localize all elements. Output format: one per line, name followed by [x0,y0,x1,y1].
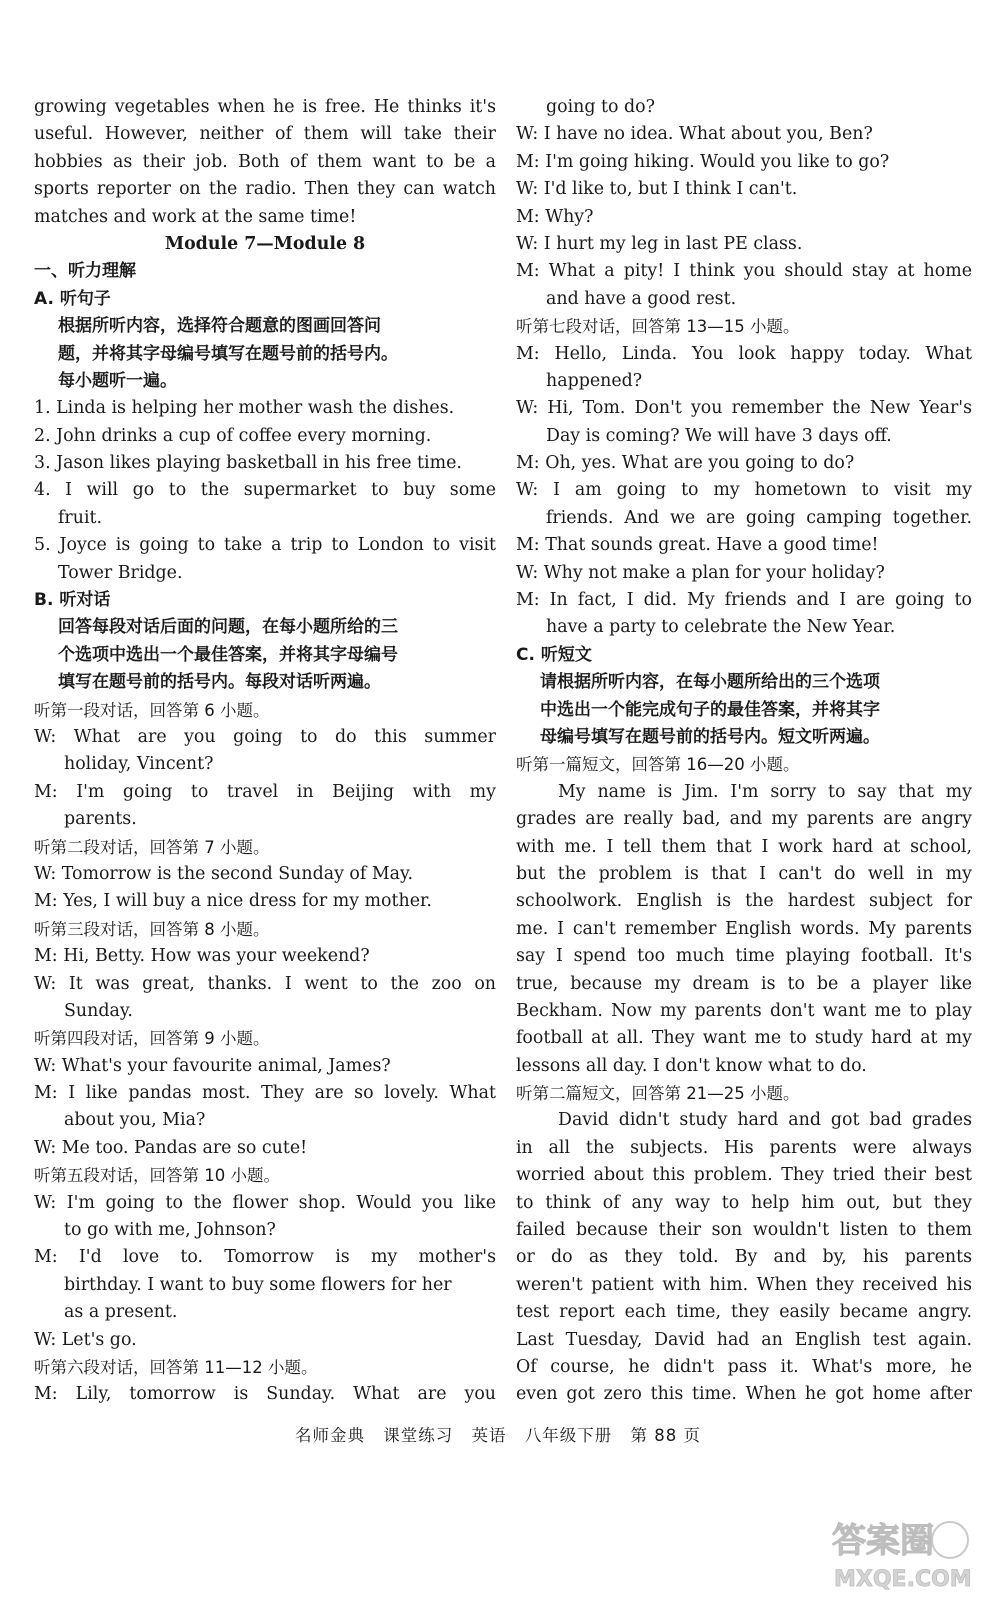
watermark-logo [826,1510,976,1592]
instruction-line: 个选项中选出一个最佳答案，并将其字母编号 [58,644,398,665]
instruction-line: 题，并将其字母编号填写在题号前的括号内。 [58,343,398,364]
passage-line: test report each time, they easily became angry. [516,1302,972,1323]
passage-line: or do as they told. By and by, his parents [516,1247,972,1268]
dialogue-line: M: In fact, I did. My friends and I are going to [516,590,972,611]
dialogue-line-cont: and have a good rest. [546,288,737,309]
passage-heading: 听第二篇短文，回答第 21—25 小题。 [516,1084,800,1104]
dialogue-line: M: I'd love to. Tomorrow is my mother's [34,1247,496,1268]
passage-line: grades are really bad, and my parents are angry [516,809,972,830]
passage-line: but the problem is that I can't do well in my [516,863,972,884]
subsection-heading: B. 听对话 [34,590,111,611]
footer-subject: 英语 [471,1426,507,1445]
dialogue-heading: 听第三段对话，回答第 8 小题。 [34,919,270,939]
subsection-heading: C. 听短文 [516,644,592,665]
passage-line: to think of any way to help him out, but they [516,1192,972,1213]
dialogue-line: M: Lily, tomorrow is Sunday. What are you [34,1384,496,1405]
passage-heading: 听第一篇短文，回答第 16—20 小题。 [516,755,800,775]
dialogue-line: M: Yes, I will buy a nice dress for my mother. [34,891,432,912]
passage-line: say I spend too much time playing football. It's [516,946,972,967]
dialogue-line: W: I am going to my hometown to visit my [516,480,972,501]
passage-line: with me. I tell them that I work hard at school, [516,836,972,857]
dialogue-line: M: Hi, Betty. How was your weekend? [34,946,370,967]
page-footer [0,1422,996,1446]
right-column [516,94,972,1409]
text-line: growing vegetables when he is free. He thinks it's [34,97,496,117]
instruction-line: 母编号填写在题号前的括号内。短文听两遍。 [540,726,880,747]
dialogue-line-cont: friends. And we are going camping together. [546,507,972,528]
dialogue-line-cont: about you, Mia? [64,1110,206,1131]
passage-line: lessons all day. I don't know what to do. [516,1055,867,1076]
dialogue-heading: 听第二段对话，回答第 7 小题。 [34,837,270,857]
footer-page-number: 第 88 页 [630,1426,701,1445]
instruction-line: 填写在题号前的括号内。每段对话听两遍。 [58,672,381,693]
passage-line: schoolwork. English is the hardest subject for [516,891,972,912]
text-line: useful. However, neither of them will take their [34,124,496,145]
dialogue-line: M: What a pity! I think you should stay at home [516,261,972,282]
dialogue-line: M: Hello, Linda. You look happy today. What [516,343,972,364]
watermark-title: 答案圈 [832,1521,934,1561]
dialogue-line: M: Oh, yes. What are you going to do? [516,453,855,474]
dialogue-line: M: Why? [516,206,594,227]
dialogue-line-cont: going to do? [546,97,655,117]
footer-grade: 八年级下册 [524,1426,613,1445]
listening-item: 1. Linda is helping her mother wash the dishes. [34,398,455,419]
listening-item-cont: Tower Bridge. [58,562,183,583]
instruction-line: 根据所听内容，选择符合题意的图画回答问 [58,316,381,337]
passage-line: weren't patient with him. When they received his [516,1274,972,1295]
subsection-heading: A. 听句子 [34,288,111,309]
instruction-line: 请根据所听内容，在每小题所给出的三个选项 [540,672,880,693]
footer-type: 课堂练习 [383,1426,454,1445]
dialogue-line-cont: Sunday. [64,1000,133,1021]
passage-line: Last Tuesday, David had an English test again. [516,1329,972,1350]
dialogue-line-cont: happened? [546,370,643,391]
dialogue-line: M: I like pandas most. They are so lovely. What [34,1083,496,1104]
dialogue-line: W: Let's go. [34,1329,137,1350]
passage-line: My name is Jim. I'm sorry to say that my [558,781,972,802]
watermark-url: MXQE.COM [834,1567,972,1592]
passage-line: David didn't study hard and got bad grades [558,1110,972,1131]
dialogue-line: W: Why not make a plan for your holiday? [516,562,885,583]
dialogue-heading: 听第五段对话，回答第 10 小题。 [34,1166,280,1186]
left-column [34,94,496,1409]
listening-item: 4. I will go to the supermarket to buy some [34,480,496,501]
dialogue-line: M: I'm going hiking. Would you like to go? [516,151,890,172]
dialogue-line: W: Hi, Tom. Don't you remember the New Year's [516,398,972,419]
listening-item: 2. John drinks a cup of coffee every morning. [34,425,432,446]
section-heading: 一、听力理解 [34,261,136,282]
passage-line: me. I can't remember English words. My parents [516,918,972,939]
dialogue-line: M: I'm going to travel in Beijing with my [34,781,496,802]
dialogue-line: W: I'd like to, but I think I can't. [516,179,798,200]
passage-line: in all the subjects. His parents were always [516,1137,972,1158]
dialogue-heading: 听第四段对话，回答第 9 小题。 [34,1029,270,1049]
dialogue-line: W: Me too. Pandas are so cute! [34,1137,308,1158]
dialogue-line: W: I have no idea. What about you, Ben? [516,124,873,145]
dialogue-line: W: I hurt my leg in last PE class. [516,233,803,254]
dialogue-heading: 听第一段对话，回答第 6 小题。 [34,700,270,720]
passage-line: football at all. They want me to study hard at my [516,1028,972,1049]
dialogue-line-cont: as a present. [64,1302,178,1323]
watermark-circle [932,1522,968,1558]
text-line: hobbies as their job. Both of them want to be a [34,151,496,172]
passage-line: Beckham. Now my parents don't want me to play [516,1000,972,1021]
instruction-line: 中选出一个能完成句子的最佳答案，并将其字 [540,699,880,720]
dialogue-line-cont: holiday, Vincent? [64,754,214,775]
listening-item: 3. Jason likes playing basketball in his free time. [34,453,462,474]
dialogue-line-cont: to go with me, Johnson? [64,1220,276,1241]
dialogue-line-cont: Day is coming? We will have 3 days off. [546,425,892,446]
passage-line: Of course, he didn't pass it. What's more, he [516,1356,972,1377]
passage-line: true, because my dream is to be a player like [516,973,972,994]
dialogue-line: W: Tomorrow is the second Sunday of May. [34,863,414,884]
instruction-line: 每小题听一遍。 [58,370,177,391]
dialogue-line-cont: birthday. I want to buy some flowers for her [64,1274,452,1295]
instruction-line: 回答每段对话后面的问题，在每小题所给的三 [58,617,398,638]
text-line: sports reporter on the radio. Then they can watch [34,179,496,200]
dialogue-line-cont: parents. [64,809,137,830]
passage-line: even got zero this time. When he got home after [516,1384,972,1405]
dialogue-line: M: That sounds great. Have a good time! [516,535,879,556]
dialogue-line: W: What are you going to do this summer [34,726,496,747]
dialogue-line: W: I'm going to the flower shop. Would you like [34,1192,496,1213]
dialogue-heading: 听第七段对话，回答第 13—15 小题。 [516,317,800,337]
listening-item: 5. Joyce is going to take a trip to London to visit [34,535,496,556]
footer-series: 名师金典 [295,1426,365,1445]
listening-item-cont: fruit. [58,507,103,528]
text-line: matches and work at the same time! [34,206,357,227]
module-heading: Module 7—Module 8 [164,233,366,254]
dialogue-line-cont: have a party to celebrate the New Year. [546,617,896,638]
passage-line: failed because their son wouldn't listen to them [516,1220,972,1241]
dialogue-heading: 听第六段对话，回答第 11—12 小题。 [34,1357,318,1377]
dialogue-line: W: It was great, thanks. I went to the zoo on [34,973,496,994]
passage-line: worried about this problem. They tried their best [516,1165,972,1186]
dialogue-line: W: What's your favourite animal, James? [34,1055,391,1076]
